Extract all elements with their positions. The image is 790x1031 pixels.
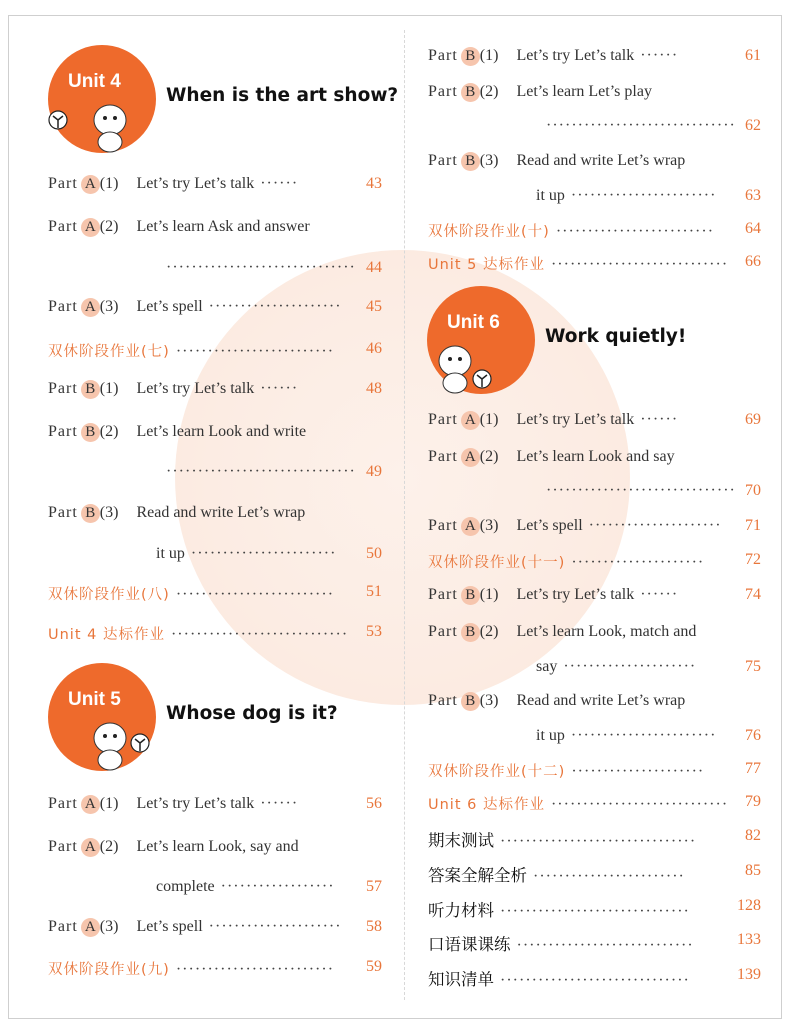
entry-cn-text: Unit 4 达标作业	[48, 627, 165, 643]
toc-entry[interactable]	[428, 760, 761, 781]
part-label: Part	[48, 795, 78, 812]
leader-dots: ························	[533, 868, 685, 885]
part-letter-badge: A	[81, 218, 100, 237]
toc-entry[interactable]	[428, 692, 761, 711]
entry-cn-text: 期末测试	[428, 831, 494, 850]
toc-entry[interactable]	[428, 517, 761, 536]
toc-entry[interactable]	[48, 878, 382, 896]
leader-dots: ······	[640, 47, 679, 64]
page-number: 49	[366, 463, 382, 480]
entry-cn-text: 双休阶段作业(十)	[428, 224, 550, 240]
toc-entry[interactable]	[428, 727, 761, 745]
unit4-label: Unit 4	[68, 71, 121, 92]
part-letter-badge: B	[81, 423, 100, 442]
toc-entry[interactable]	[428, 83, 761, 102]
part-letter-badge: B	[81, 504, 100, 523]
entry-text: Read and write Let’s wrap	[516, 692, 686, 709]
part-label: Part	[48, 298, 78, 315]
part-number: (1)	[99, 175, 119, 192]
page-number: 75	[745, 658, 761, 675]
entry-text: complete	[156, 878, 215, 895]
toc-entry[interactable]	[48, 175, 382, 194]
part-letter-badge: B	[461, 47, 480, 66]
page-number: 57	[366, 878, 382, 895]
part-letter-badge: A	[461, 448, 480, 467]
toc-entry[interactable]	[428, 827, 761, 851]
part-number: (3)	[99, 918, 119, 935]
page-number: 59	[366, 958, 382, 975]
toc-entry[interactable]	[48, 918, 382, 937]
page-number: 61	[745, 47, 761, 64]
part-label: Part	[48, 504, 78, 521]
toc-entry[interactable]	[48, 423, 382, 442]
leader-dots: ······	[640, 586, 679, 603]
leader-dots: ······························	[166, 463, 356, 480]
part-number: (2)	[479, 623, 499, 640]
part-letter-badge: B	[461, 152, 480, 171]
part-label: Part	[428, 152, 458, 169]
entry-cn-text: 双休阶段作业(十二)	[428, 764, 566, 780]
page-number: 69	[745, 411, 761, 428]
part-letter-badge: B	[461, 586, 480, 605]
toc-entry[interactable]	[428, 152, 761, 171]
leader-dots: ······	[260, 795, 299, 812]
toc-entry[interactable]	[48, 340, 382, 361]
unit4-header	[48, 45, 399, 155]
part-number: (1)	[99, 380, 119, 397]
toc-entry[interactable]	[428, 448, 761, 467]
entry-text: Read and write Let’s wrap	[516, 152, 686, 169]
entry-text: Let’s try Let’s talk	[516, 411, 635, 428]
leader-dots: ·······················	[570, 187, 717, 204]
page-number: 50	[366, 545, 382, 562]
leader-dots: ·····················	[208, 918, 342, 935]
unit4-title: When is the art show?	[166, 85, 399, 106]
part-label: Part	[48, 918, 78, 935]
entry-cn-text: 双休阶段作业(十一)	[428, 555, 566, 571]
toc-entry[interactable]	[428, 187, 761, 205]
part-number: (2)	[479, 448, 499, 465]
toc-entry[interactable]	[428, 117, 761, 135]
leader-dots: ·······················	[190, 545, 337, 562]
page-number: 43	[366, 175, 382, 192]
leader-dots: ······························	[546, 117, 736, 134]
page-number: 71	[745, 517, 761, 534]
toc-entry[interactable]	[48, 838, 382, 857]
page-number: 77	[745, 760, 761, 777]
part-label: Part	[48, 423, 78, 440]
entry-text: it up	[536, 727, 565, 744]
entry-text: Let’s spell	[516, 517, 583, 534]
part-letter-badge: A	[81, 175, 100, 194]
leader-dots: ····························	[550, 256, 729, 273]
part-label: Part	[48, 175, 78, 192]
page-number: 64	[745, 220, 761, 237]
entry-text: Let’s try Let’s talk	[136, 795, 255, 812]
leader-dots: ·························	[175, 586, 335, 603]
toc-entry[interactable]	[48, 958, 382, 979]
leader-dots: ·······························	[500, 833, 697, 850]
page-number: 133	[737, 931, 761, 948]
leader-dots: ······	[640, 411, 679, 428]
entry-text: Let’s spell	[136, 298, 203, 315]
page-number: 51	[366, 583, 382, 600]
part-label: Part	[428, 47, 458, 64]
page-number: 63	[745, 187, 761, 204]
toc-entry[interactable]	[48, 504, 382, 523]
part-letter-badge: A	[81, 918, 100, 937]
part-label: Part	[428, 411, 458, 428]
page-number: 56	[366, 795, 382, 812]
leader-dots: ··················	[220, 878, 335, 895]
leader-dots: ·························	[175, 343, 335, 360]
unit5-title: Whose dog is it?	[166, 703, 338, 724]
unit6-title: Work quietly!	[545, 326, 687, 347]
part-letter-badge: A	[81, 298, 100, 317]
entry-text: Let’s learn Let’s play	[516, 83, 652, 100]
part-label: Part	[428, 586, 458, 603]
part-label: Part	[428, 83, 458, 100]
toc-entry[interactable]	[428, 411, 761, 430]
part-label: Part	[428, 448, 458, 465]
page-number: 48	[366, 380, 382, 397]
part-number: (1)	[479, 411, 499, 428]
toc-entry[interactable]	[48, 583, 382, 604]
toc-entry[interactable]	[48, 380, 382, 399]
entry-text: it up	[536, 187, 565, 204]
entry-text: Let’s try Let’s talk	[516, 47, 635, 64]
entry-text: Let’s learn Look and say	[516, 448, 675, 465]
part-number: (2)	[99, 838, 119, 855]
part-letter-badge: B	[81, 380, 100, 399]
entry-text: say	[536, 658, 558, 675]
part-number: (2)	[99, 218, 119, 235]
leader-dots: ·····················	[208, 298, 342, 315]
toc-entry[interactable]	[48, 259, 382, 277]
toc-entry[interactable]	[48, 298, 382, 317]
part-number: (1)	[99, 795, 119, 812]
entry-text: Let’s try Let’s talk	[136, 175, 255, 192]
toc-entry[interactable]	[428, 862, 761, 886]
toc-entry[interactable]	[428, 220, 761, 241]
entry-cn-text: Unit 6 达标作业	[428, 797, 545, 813]
page-number: 45	[366, 298, 382, 315]
entry-text: it up	[156, 545, 185, 562]
part-label: Part	[48, 838, 78, 855]
toc-entry[interactable]	[428, 966, 761, 990]
leader-dots: ······························	[500, 972, 690, 989]
leader-dots: ····························	[550, 796, 729, 813]
entry-text: Let’s spell	[136, 918, 203, 935]
mascot-icon	[78, 718, 178, 773]
leader-dots: ·····················	[588, 517, 722, 534]
part-letter-badge: B	[461, 83, 480, 102]
page-number: 128	[737, 897, 761, 914]
entry-text: Let’s learn Ask and answer	[136, 218, 310, 235]
page-number: 46	[366, 340, 382, 357]
page-number: 76	[745, 727, 761, 744]
toc-entry[interactable]	[428, 658, 761, 676]
part-letter-badge: A	[461, 411, 480, 430]
part-label: Part	[48, 218, 78, 235]
leader-dots: ······························	[546, 482, 736, 499]
unit5-label: Unit 5	[68, 689, 121, 710]
part-number: (1)	[479, 47, 499, 64]
page-number: 74	[745, 586, 761, 603]
page-number: 72	[745, 551, 761, 568]
toc-entry[interactable]	[428, 623, 761, 642]
leader-dots: ······························	[166, 259, 356, 276]
part-letter-badge: A	[461, 517, 480, 536]
part-number: (1)	[479, 586, 499, 603]
mascot-icon	[48, 100, 148, 155]
column-divider	[404, 30, 405, 1000]
toc-entry[interactable]	[48, 623, 382, 644]
entry-cn-text: Unit 5 达标作业	[428, 257, 545, 273]
leader-dots: ·······················	[570, 727, 717, 744]
leader-dots: ······	[260, 175, 299, 192]
leader-dots: ······························	[500, 903, 690, 920]
part-letter-badge: B	[461, 692, 480, 711]
toc-entry[interactable]	[48, 795, 382, 814]
part-letter-badge: B	[461, 623, 480, 642]
toc-entry[interactable]	[48, 463, 382, 481]
part-number: (3)	[99, 504, 119, 521]
entry-text: Let’s learn Look, say and	[136, 838, 299, 855]
unit5-header	[48, 663, 388, 773]
part-label: Part	[428, 623, 458, 640]
part-label: Part	[428, 692, 458, 709]
toc-entry[interactable]	[428, 482, 761, 500]
entry-text: Let’s try Let’s talk	[516, 586, 635, 603]
entry-cn-text: 双休阶段作业(九)	[48, 962, 170, 978]
part-number: (3)	[479, 692, 499, 709]
leader-dots: ······	[260, 380, 299, 397]
unit6-label: Unit 6	[447, 312, 500, 333]
entry-cn-text: 口语课课练	[428, 935, 511, 954]
toc-entry[interactable]	[48, 545, 382, 563]
entry-text: Let’s learn Look, match and	[516, 623, 697, 640]
leader-dots: ·····················	[571, 763, 705, 780]
toc-entry[interactable]	[428, 793, 761, 814]
page-number: 70	[745, 482, 761, 499]
page-number: 82	[745, 827, 761, 844]
part-label: Part	[428, 517, 458, 534]
toc-entry[interactable]	[428, 586, 761, 605]
entry-cn-text: 知识清单	[428, 970, 494, 989]
part-number: (3)	[479, 517, 499, 534]
part-number: (2)	[99, 423, 119, 440]
toc-entry[interactable]	[428, 931, 761, 955]
part-number: (3)	[99, 298, 119, 315]
leader-dots: ·····················	[563, 658, 697, 675]
toc-entry[interactable]	[48, 218, 382, 237]
page-number: 66	[745, 253, 761, 270]
page-number: 85	[745, 862, 761, 879]
entry-cn-text: 双休阶段作业(七)	[48, 344, 170, 360]
entry-cn-text: 双休阶段作业(八)	[48, 587, 170, 603]
entry-cn-text: 答案全解全析	[428, 866, 527, 885]
part-number: (3)	[479, 152, 499, 169]
leader-dots: ·························	[555, 223, 715, 240]
leader-dots: ·····················	[571, 554, 705, 571]
part-label: Part	[48, 380, 78, 397]
toc-entry[interactable]	[428, 897, 761, 921]
part-number: (2)	[479, 83, 499, 100]
leader-dots: ·························	[175, 961, 335, 978]
entry-text: Let’s try Let’s talk	[136, 380, 255, 397]
toc-entry[interactable]	[428, 551, 761, 572]
unit6-header	[427, 286, 767, 396]
page-number: 58	[366, 918, 382, 935]
part-letter-badge: A	[81, 795, 100, 814]
page-number: 53	[366, 623, 382, 640]
entry-text: Let’s learn Look and write	[136, 423, 307, 440]
leader-dots: ····························	[170, 626, 349, 643]
page-number: 44	[366, 259, 382, 276]
toc-entry[interactable]	[428, 253, 761, 274]
toc-entry[interactable]	[428, 47, 761, 66]
entry-text: Read and write Let’s wrap	[136, 504, 306, 521]
part-letter-badge: A	[81, 838, 100, 857]
page-number: 79	[745, 793, 761, 810]
leader-dots: ····························	[516, 937, 694, 954]
page-number: 62	[745, 117, 761, 134]
page-number: 139	[737, 966, 761, 983]
entry-cn-text: 听力材料	[428, 901, 494, 920]
mascot-icon	[427, 341, 527, 396]
